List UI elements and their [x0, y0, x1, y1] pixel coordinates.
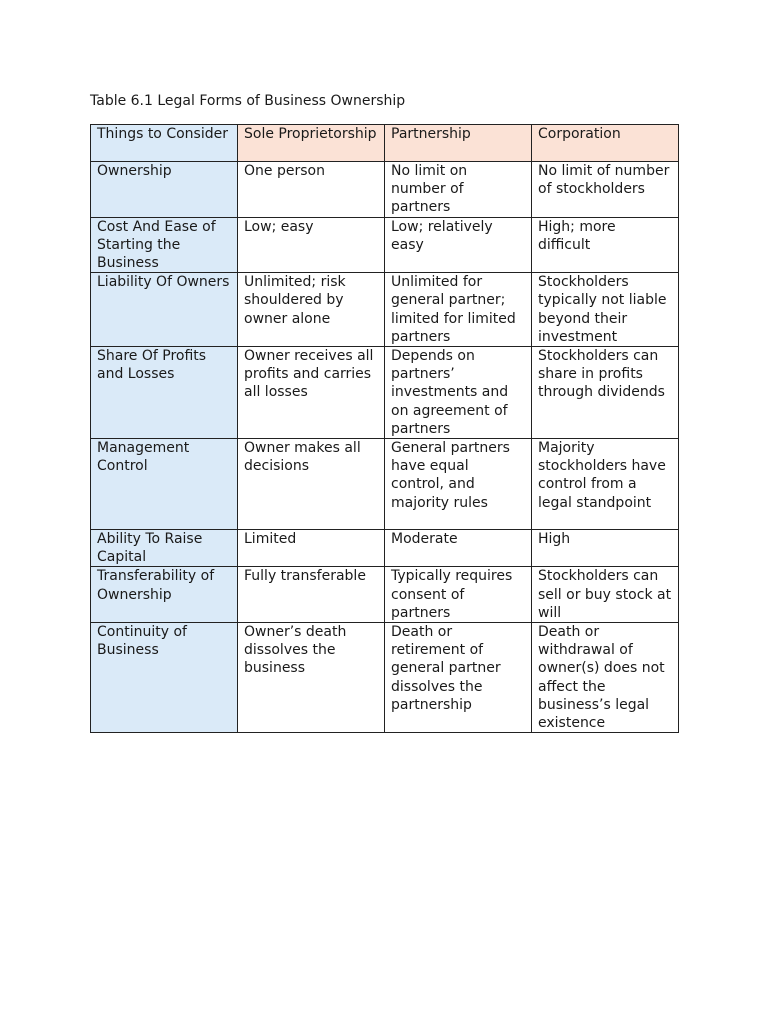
table-cell: Owner’s death dissolves the business	[238, 623, 385, 733]
table-caption: Table 6.1 Legal Forms of Business Ownership	[90, 93, 406, 109]
row-label: Ownership	[91, 162, 238, 218]
table-cell: Moderate	[385, 530, 532, 567]
table-row	[91, 530, 679, 567]
table-cell: Majority stockholders have control from a legal standpoint	[532, 439, 679, 530]
table-header-row	[91, 125, 679, 162]
header-cell-things-to-consider: Things to Consider	[91, 125, 238, 162]
table-cell: Death or retirement of general partner dissolves the partnership	[385, 623, 532, 733]
table-cell: Stockholders can sell or buy stock at will	[532, 567, 679, 623]
table-cell: One person	[238, 162, 385, 218]
row-label: Ability To Raise Capital	[91, 530, 238, 567]
table-cell: Depends on partners’ investments and on agreement of partners	[385, 347, 532, 439]
table-cell: High	[532, 530, 679, 567]
table-cell: High; more difficult	[532, 217, 679, 273]
row-label: Liability Of Owners	[91, 273, 238, 347]
header-cell-partnership: Partnership	[385, 125, 532, 162]
table-cell: Death or withdrawal of owner(s) does not affect the business’s legal existence	[532, 623, 679, 733]
header-cell-corporation: Corporation	[532, 125, 679, 162]
table-cell: Unlimited for general partner; limited for limited partners	[385, 273, 532, 347]
table-cell: Unlimited; risk shouldered by owner alone	[238, 273, 385, 347]
table-row	[91, 347, 679, 439]
row-label: Continuity of Business	[91, 623, 238, 733]
table-cell: Low; easy	[238, 217, 385, 273]
row-label: Cost And Ease of Starting the Business	[91, 217, 238, 273]
table-cell: Stockholders typically not liable beyond their investment	[532, 273, 679, 347]
row-label: Share Of Profits and Losses	[91, 347, 238, 439]
table-cell: Owner receives all profits and carries all losses	[238, 347, 385, 439]
table-cell: No limit of number of stockholders	[532, 162, 679, 218]
table-cell: Limited	[238, 530, 385, 567]
table-row	[91, 162, 679, 218]
ownership-forms-table	[90, 124, 679, 733]
table-cell: No limit on number of partners	[385, 162, 532, 218]
table-row	[91, 439, 679, 530]
row-label: Transferability of Ownership	[91, 567, 238, 623]
table-row	[91, 273, 679, 347]
table-cell: Owner makes all decisions	[238, 439, 385, 530]
table-cell: General partners have equal control, and majority rules	[385, 439, 532, 530]
table-row	[91, 623, 679, 733]
row-label: Management Control	[91, 439, 238, 530]
table-row	[91, 567, 679, 623]
table-row	[91, 217, 679, 273]
table-cell: Typically requires consent of partners	[385, 567, 532, 623]
table-cell: Low; relatively easy	[385, 217, 532, 273]
table-cell: Stockholders can share in profits through dividends	[532, 347, 679, 439]
table-cell: Fully transferable	[238, 567, 385, 623]
header-cell-sole-proprietorship: Sole Proprietorship	[238, 125, 385, 162]
